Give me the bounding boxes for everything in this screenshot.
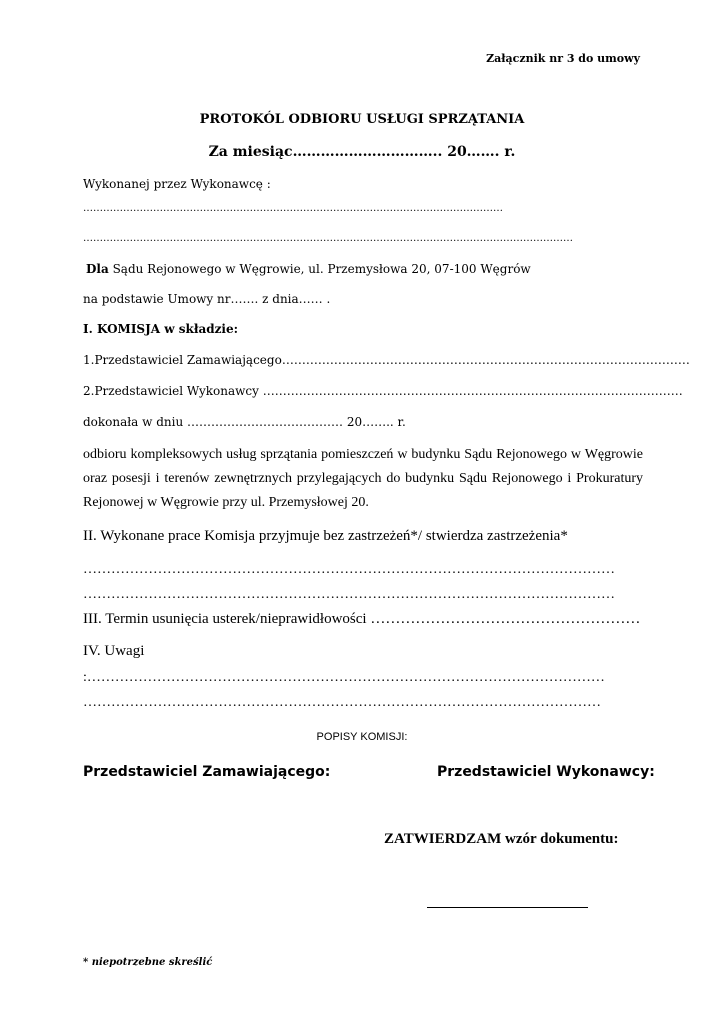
section-2-dots-2: ……………………………………………………………………………………………………	[83, 587, 615, 602]
section-4-dots-1: :…………………………………………………………………………………………………	[83, 670, 605, 685]
section-4-dots-2: …………………………………………………………………………………………………	[83, 695, 601, 710]
signature-right-label: Przedstawiciel Wykonawcy:	[437, 764, 655, 780]
signature-left-label: Przedstawiciel Zamawiającego:	[83, 764, 331, 780]
member-1-line: 1.Przedstawiciel Zamawiającego…………………………………………………………………………………………	[83, 353, 690, 367]
footnote: * niepotrzebne skreślić	[83, 957, 213, 968]
approval-signature-line	[427, 907, 588, 908]
section-4-heading: IV. Uwagi	[83, 643, 145, 659]
court-address: Sądu Rejonowego w Węgrowie, ul. Przemysłowa 20, 07-100 Węgrów	[108, 262, 531, 276]
approval-label: ZATWIERDZAM wzór dokumentu:	[384, 831, 619, 847]
commission-heading: I. KOMISJA w składzie:	[83, 322, 239, 336]
month-line: Za miesiąc………………………….. 20……. r.	[208, 144, 516, 160]
attachment-label: Załącznik nr 3 do umowy	[486, 52, 640, 65]
performed-on-line: dokonała w dniu ………………………………… 20…….. r.	[83, 415, 406, 429]
for-court-line	[86, 262, 531, 276]
section-2-dots-1: ……………………………………………………………………………………………………	[83, 562, 615, 577]
dotted-line-1: ………………………………………………………………………………………………………………	[83, 203, 503, 214]
signatures-heading: POPISY KOMISJI:	[316, 731, 408, 743]
performed-by-label: Wykonanej przez Wykonawcę :	[83, 177, 271, 191]
section-3-line: III. Termin usunięcia usterek/nieprawidłowości ………………………………………………	[83, 611, 641, 627]
dotted-line-2: …………………………………………………………………………………………………………………………………	[83, 233, 573, 244]
section-2-line: II. Wykonane prace Komisja przyjmuje bez zastrzeżeń*/ stwierdza zastrzeżenia*	[83, 528, 568, 544]
contract-line: na podstawie Umowy nr……. z dnia…… .	[83, 292, 331, 306]
document-title: PROTOKÓL ODBIORU USŁUGI SPRZĄTANIA	[199, 112, 525, 127]
for-label: Dla	[86, 262, 109, 276]
scope-paragraph: odbioru kompleksowych usług sprzątania pomieszczeń w budynku Sądu Rejonowego w Węgrowie oraz posesji i terenów zewnętrznych przylegających do budynku Sądu Rejonowego i Prokuratury Rejonowej w Węgrowie przy ul. Przemysłowej 20.	[83, 447, 643, 510]
member-2-line: 2.Przedstawiciel Wykonawcy ……………………………………………………………………………………………	[83, 384, 683, 398]
